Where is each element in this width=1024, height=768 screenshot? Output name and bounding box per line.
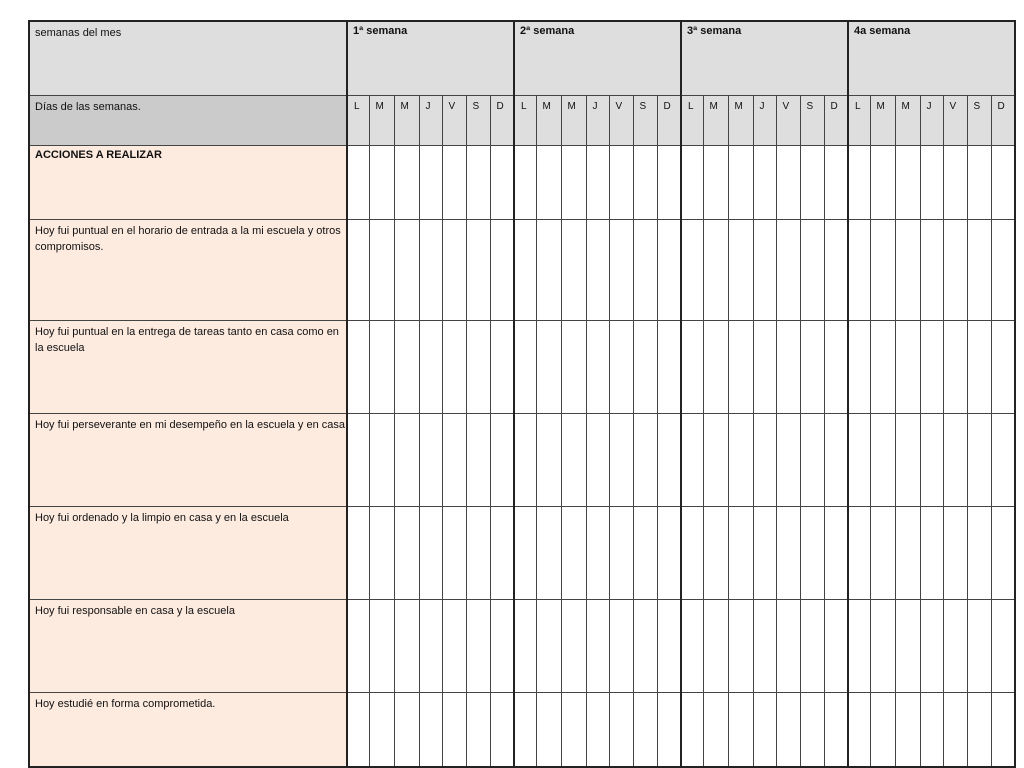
action-label: Hoy estudié en forma comprometida. bbox=[29, 693, 347, 768]
day-check-cell[interactable] bbox=[824, 146, 848, 220]
day-check-cell[interactable] bbox=[703, 507, 728, 600]
day-header: J bbox=[586, 96, 609, 146]
day-check-cell[interactable] bbox=[943, 507, 967, 600]
day-check-cell[interactable] bbox=[369, 220, 394, 321]
day-check-cell[interactable] bbox=[895, 693, 920, 768]
day-check-cell[interactable] bbox=[442, 321, 466, 414]
day-check-cell[interactable] bbox=[920, 600, 943, 693]
day-check-cell[interactable] bbox=[870, 146, 895, 220]
day-check-cell[interactable] bbox=[870, 414, 895, 507]
day-check-cell[interactable] bbox=[776, 693, 800, 768]
day-check-cell[interactable] bbox=[609, 600, 633, 693]
day-check-cell[interactable] bbox=[824, 220, 848, 321]
day-check-cell[interactable] bbox=[347, 600, 369, 693]
actions-title-row bbox=[29, 146, 1015, 220]
day-check-cell[interactable] bbox=[394, 600, 419, 693]
day-check-cell[interactable] bbox=[728, 507, 753, 600]
day-check-cell[interactable] bbox=[442, 220, 466, 321]
day-check-cell[interactable] bbox=[848, 146, 870, 220]
day-header: D bbox=[991, 96, 1015, 146]
day-check-cell[interactable] bbox=[419, 146, 442, 220]
day-check-cell[interactable] bbox=[442, 146, 466, 220]
day-check-cell[interactable] bbox=[753, 146, 776, 220]
day-check-cell[interactable] bbox=[633, 414, 657, 507]
day-check-cell[interactable] bbox=[609, 507, 633, 600]
week-3-header: 3ª semana bbox=[681, 21, 848, 96]
day-check-cell[interactable] bbox=[586, 146, 609, 220]
day-check-cell[interactable] bbox=[776, 321, 800, 414]
day-check-cell[interactable] bbox=[586, 321, 609, 414]
day-check-cell[interactable] bbox=[967, 600, 991, 693]
day-check-cell[interactable] bbox=[895, 321, 920, 414]
day-check-cell[interactable] bbox=[466, 321, 490, 414]
day-check-cell[interactable] bbox=[824, 600, 848, 693]
day-check-cell[interactable] bbox=[466, 507, 490, 600]
day-check-cell[interactable] bbox=[514, 321, 536, 414]
day-check-cell[interactable] bbox=[586, 600, 609, 693]
day-check-cell[interactable] bbox=[347, 321, 369, 414]
day-header: M bbox=[728, 96, 753, 146]
day-header: L bbox=[514, 96, 536, 146]
day-check-cell[interactable] bbox=[776, 146, 800, 220]
day-check-cell[interactable] bbox=[536, 146, 561, 220]
day-check-cell[interactable] bbox=[633, 220, 657, 321]
day-check-cell[interactable] bbox=[870, 220, 895, 321]
action-row bbox=[29, 600, 1015, 693]
day-header: J bbox=[753, 96, 776, 146]
day-check-cell[interactable] bbox=[369, 693, 394, 768]
day-check-cell[interactable] bbox=[681, 321, 703, 414]
day-check-cell[interactable] bbox=[609, 693, 633, 768]
day-check-cell[interactable] bbox=[703, 321, 728, 414]
week-4-header: 4a semana bbox=[848, 21, 1015, 96]
day-check-cell[interactable] bbox=[991, 600, 1015, 693]
day-check-cell[interactable] bbox=[800, 321, 824, 414]
day-check-cell[interactable] bbox=[561, 693, 586, 768]
day-check-cell[interactable] bbox=[561, 321, 586, 414]
day-check-cell[interactable] bbox=[536, 507, 561, 600]
day-check-cell[interactable] bbox=[490, 220, 514, 321]
day-check-cell[interactable] bbox=[442, 507, 466, 600]
day-check-cell[interactable] bbox=[824, 693, 848, 768]
day-check-cell[interactable] bbox=[870, 693, 895, 768]
day-check-cell[interactable] bbox=[800, 414, 824, 507]
day-check-cell[interactable] bbox=[848, 220, 870, 321]
day-check-cell[interactable] bbox=[920, 693, 943, 768]
day-check-cell[interactable] bbox=[967, 220, 991, 321]
day-check-cell[interactable] bbox=[824, 321, 848, 414]
day-header: M bbox=[536, 96, 561, 146]
day-check-cell[interactable] bbox=[490, 693, 514, 768]
day-check-cell[interactable] bbox=[633, 693, 657, 768]
day-header: L bbox=[681, 96, 703, 146]
day-check-cell[interactable] bbox=[586, 693, 609, 768]
day-header: V bbox=[776, 96, 800, 146]
day-check-cell[interactable] bbox=[442, 414, 466, 507]
day-check-cell[interactable] bbox=[800, 507, 824, 600]
day-check-cell[interactable] bbox=[703, 600, 728, 693]
day-check-cell[interactable] bbox=[394, 414, 419, 507]
day-check-cell[interactable] bbox=[490, 600, 514, 693]
day-check-cell[interactable] bbox=[536, 321, 561, 414]
day-check-cell[interactable] bbox=[514, 507, 536, 600]
day-check-cell[interactable] bbox=[657, 693, 681, 768]
actions-title: ACCIONES A REALIZAR bbox=[29, 146, 347, 220]
day-check-cell[interactable] bbox=[870, 507, 895, 600]
day-header: S bbox=[967, 96, 991, 146]
day-check-cell[interactable] bbox=[753, 321, 776, 414]
day-check-cell[interactable] bbox=[728, 414, 753, 507]
day-header: M bbox=[369, 96, 394, 146]
day-check-cell[interactable] bbox=[967, 146, 991, 220]
day-check-cell[interactable] bbox=[920, 220, 943, 321]
day-check-cell[interactable] bbox=[920, 321, 943, 414]
day-check-cell[interactable] bbox=[967, 414, 991, 507]
day-check-cell[interactable] bbox=[800, 600, 824, 693]
day-check-cell[interactable] bbox=[657, 220, 681, 321]
day-check-cell[interactable] bbox=[536, 693, 561, 768]
day-check-cell[interactable] bbox=[753, 220, 776, 321]
day-check-cell[interactable] bbox=[703, 693, 728, 768]
day-header: M bbox=[703, 96, 728, 146]
day-check-cell[interactable] bbox=[703, 220, 728, 321]
day-header: V bbox=[943, 96, 967, 146]
day-check-cell[interactable] bbox=[514, 414, 536, 507]
day-check-cell[interactable] bbox=[394, 146, 419, 220]
months-label: semanas del mes bbox=[29, 21, 347, 96]
day-check-cell[interactable] bbox=[609, 146, 633, 220]
day-check-cell[interactable] bbox=[681, 507, 703, 600]
day-check-cell[interactable] bbox=[728, 693, 753, 768]
week-2-header: 2ª semana bbox=[514, 21, 681, 96]
day-check-cell[interactable] bbox=[419, 507, 442, 600]
day-header: D bbox=[824, 96, 848, 146]
day-check-cell[interactable] bbox=[848, 600, 870, 693]
day-check-cell[interactable] bbox=[681, 220, 703, 321]
day-check-cell[interactable] bbox=[920, 507, 943, 600]
action-row bbox=[29, 220, 1015, 321]
day-check-cell[interactable] bbox=[536, 414, 561, 507]
day-header: M bbox=[394, 96, 419, 146]
day-check-cell[interactable] bbox=[848, 507, 870, 600]
days-label: Días de las semanas. bbox=[29, 96, 347, 146]
day-header: M bbox=[561, 96, 586, 146]
day-check-cell[interactable] bbox=[895, 507, 920, 600]
day-check-cell[interactable] bbox=[514, 220, 536, 321]
day-check-cell[interactable] bbox=[967, 693, 991, 768]
day-check-cell[interactable] bbox=[681, 600, 703, 693]
day-check-cell[interactable] bbox=[943, 321, 967, 414]
day-check-cell[interactable] bbox=[967, 507, 991, 600]
day-check-cell[interactable] bbox=[419, 220, 442, 321]
day-check-cell[interactable] bbox=[609, 220, 633, 321]
day-check-cell[interactable] bbox=[609, 414, 633, 507]
day-check-cell[interactable] bbox=[394, 693, 419, 768]
day-check-cell[interactable] bbox=[369, 321, 394, 414]
weekly-actions-table bbox=[28, 20, 1016, 768]
day-check-cell[interactable] bbox=[943, 693, 967, 768]
day-header: D bbox=[490, 96, 514, 146]
action-label: Hoy fui responsable en casa y la escuela bbox=[29, 600, 347, 693]
day-check-cell[interactable] bbox=[347, 146, 369, 220]
day-check-cell[interactable] bbox=[419, 321, 442, 414]
day-check-cell[interactable] bbox=[991, 693, 1015, 768]
day-check-cell[interactable] bbox=[369, 414, 394, 507]
day-check-cell[interactable] bbox=[657, 321, 681, 414]
day-check-cell[interactable] bbox=[776, 507, 800, 600]
day-check-cell[interactable] bbox=[536, 600, 561, 693]
day-header: V bbox=[442, 96, 466, 146]
day-check-cell[interactable] bbox=[800, 220, 824, 321]
day-header: S bbox=[633, 96, 657, 146]
day-check-cell[interactable] bbox=[419, 414, 442, 507]
day-check-cell[interactable] bbox=[657, 507, 681, 600]
day-check-cell[interactable] bbox=[728, 220, 753, 321]
day-check-cell[interactable] bbox=[848, 321, 870, 414]
day-header: J bbox=[419, 96, 442, 146]
day-check-cell[interactable] bbox=[419, 600, 442, 693]
day-check-cell[interactable] bbox=[442, 600, 466, 693]
day-check-cell[interactable] bbox=[561, 146, 586, 220]
day-check-cell[interactable] bbox=[514, 600, 536, 693]
weeks-header-row bbox=[29, 21, 1015, 96]
day-check-cell[interactable] bbox=[895, 220, 920, 321]
action-row bbox=[29, 693, 1015, 768]
day-check-cell[interactable] bbox=[490, 321, 514, 414]
day-check-cell[interactable] bbox=[991, 146, 1015, 220]
day-header: S bbox=[466, 96, 490, 146]
day-check-cell[interactable] bbox=[753, 507, 776, 600]
day-check-cell[interactable] bbox=[514, 693, 536, 768]
day-check-cell[interactable] bbox=[633, 507, 657, 600]
day-check-cell[interactable] bbox=[681, 414, 703, 507]
day-check-cell[interactable] bbox=[442, 693, 466, 768]
day-check-cell[interactable] bbox=[369, 507, 394, 600]
day-check-cell[interactable] bbox=[920, 146, 943, 220]
day-check-cell[interactable] bbox=[633, 146, 657, 220]
day-check-cell[interactable] bbox=[728, 600, 753, 693]
day-check-cell[interactable] bbox=[895, 414, 920, 507]
day-check-cell[interactable] bbox=[800, 146, 824, 220]
day-check-cell[interactable] bbox=[681, 146, 703, 220]
day-check-cell[interactable] bbox=[633, 600, 657, 693]
day-check-cell[interactable] bbox=[586, 414, 609, 507]
day-check-cell[interactable] bbox=[419, 693, 442, 768]
day-check-cell[interactable] bbox=[870, 321, 895, 414]
action-row bbox=[29, 507, 1015, 600]
day-header: M bbox=[870, 96, 895, 146]
day-header: J bbox=[920, 96, 943, 146]
day-check-cell[interactable] bbox=[943, 414, 967, 507]
day-check-cell[interactable] bbox=[776, 414, 800, 507]
day-check-cell[interactable] bbox=[943, 600, 967, 693]
action-label: Hoy fui puntual en la entrega de tareas tanto en casa como en la escuela bbox=[29, 321, 347, 414]
day-check-cell[interactable] bbox=[991, 220, 1015, 321]
day-check-cell[interactable] bbox=[466, 146, 490, 220]
day-check-cell[interactable] bbox=[394, 507, 419, 600]
day-check-cell[interactable] bbox=[347, 693, 369, 768]
day-check-cell[interactable] bbox=[609, 321, 633, 414]
day-check-cell[interactable] bbox=[681, 693, 703, 768]
day-check-cell[interactable] bbox=[776, 600, 800, 693]
day-check-cell[interactable] bbox=[347, 507, 369, 600]
day-check-cell[interactable] bbox=[561, 507, 586, 600]
day-check-cell[interactable] bbox=[394, 220, 419, 321]
day-header: S bbox=[800, 96, 824, 146]
day-check-cell[interactable] bbox=[824, 507, 848, 600]
day-check-cell[interactable] bbox=[943, 146, 967, 220]
day-check-cell[interactable] bbox=[490, 414, 514, 507]
day-check-cell[interactable] bbox=[895, 600, 920, 693]
day-check-cell[interactable] bbox=[776, 220, 800, 321]
day-check-cell[interactable] bbox=[703, 414, 728, 507]
day-check-cell[interactable] bbox=[466, 600, 490, 693]
day-check-cell[interactable] bbox=[848, 693, 870, 768]
day-check-cell[interactable] bbox=[753, 600, 776, 693]
day-check-cell[interactable] bbox=[561, 600, 586, 693]
day-check-cell[interactable] bbox=[394, 321, 419, 414]
day-check-cell[interactable] bbox=[466, 220, 490, 321]
day-check-cell[interactable] bbox=[561, 414, 586, 507]
day-check-cell[interactable] bbox=[728, 321, 753, 414]
days-header-row bbox=[29, 96, 1015, 146]
day-check-cell[interactable] bbox=[991, 321, 1015, 414]
day-check-cell[interactable] bbox=[800, 693, 824, 768]
day-check-cell[interactable] bbox=[870, 600, 895, 693]
week-1-header: 1ª semana bbox=[347, 21, 514, 96]
day-check-cell[interactable] bbox=[753, 693, 776, 768]
day-check-cell[interactable] bbox=[848, 414, 870, 507]
action-label: Hoy fui perseverante en mi desempeño en la escuela y en casa bbox=[29, 414, 347, 507]
action-label: Hoy fui ordenado y la limpio en casa y en la escuela bbox=[29, 507, 347, 600]
day-check-cell[interactable] bbox=[536, 220, 561, 321]
day-check-cell[interactable] bbox=[943, 220, 967, 321]
day-check-cell[interactable] bbox=[920, 414, 943, 507]
day-header: D bbox=[657, 96, 681, 146]
action-row bbox=[29, 414, 1015, 507]
day-check-cell[interactable] bbox=[369, 600, 394, 693]
day-check-cell[interactable] bbox=[466, 693, 490, 768]
day-header: V bbox=[609, 96, 633, 146]
day-header: L bbox=[347, 96, 369, 146]
day-check-cell[interactable] bbox=[753, 414, 776, 507]
day-check-cell[interactable] bbox=[586, 507, 609, 600]
day-check-cell[interactable] bbox=[657, 146, 681, 220]
day-check-cell[interactable] bbox=[347, 220, 369, 321]
day-check-cell[interactable] bbox=[633, 321, 657, 414]
day-check-cell[interactable] bbox=[657, 600, 681, 693]
day-check-cell[interactable] bbox=[466, 414, 490, 507]
day-header: L bbox=[848, 96, 870, 146]
day-check-cell[interactable] bbox=[991, 507, 1015, 600]
day-check-cell[interactable] bbox=[703, 146, 728, 220]
action-row bbox=[29, 321, 1015, 414]
day-check-cell[interactable] bbox=[824, 414, 848, 507]
day-check-cell[interactable] bbox=[967, 321, 991, 414]
day-header: M bbox=[895, 96, 920, 146]
day-check-cell[interactable] bbox=[561, 220, 586, 321]
day-check-cell[interactable] bbox=[895, 146, 920, 220]
day-check-cell[interactable] bbox=[369, 146, 394, 220]
day-check-cell[interactable] bbox=[991, 414, 1015, 507]
day-check-cell[interactable] bbox=[586, 220, 609, 321]
day-check-cell[interactable] bbox=[490, 507, 514, 600]
day-check-cell[interactable] bbox=[514, 146, 536, 220]
action-label: Hoy fui puntual en el horario de entrada a la mi escuela y otros compromisos. bbox=[29, 220, 347, 321]
day-check-cell[interactable] bbox=[728, 146, 753, 220]
day-check-cell[interactable] bbox=[657, 414, 681, 507]
day-check-cell[interactable] bbox=[490, 146, 514, 220]
day-check-cell[interactable] bbox=[347, 414, 369, 507]
